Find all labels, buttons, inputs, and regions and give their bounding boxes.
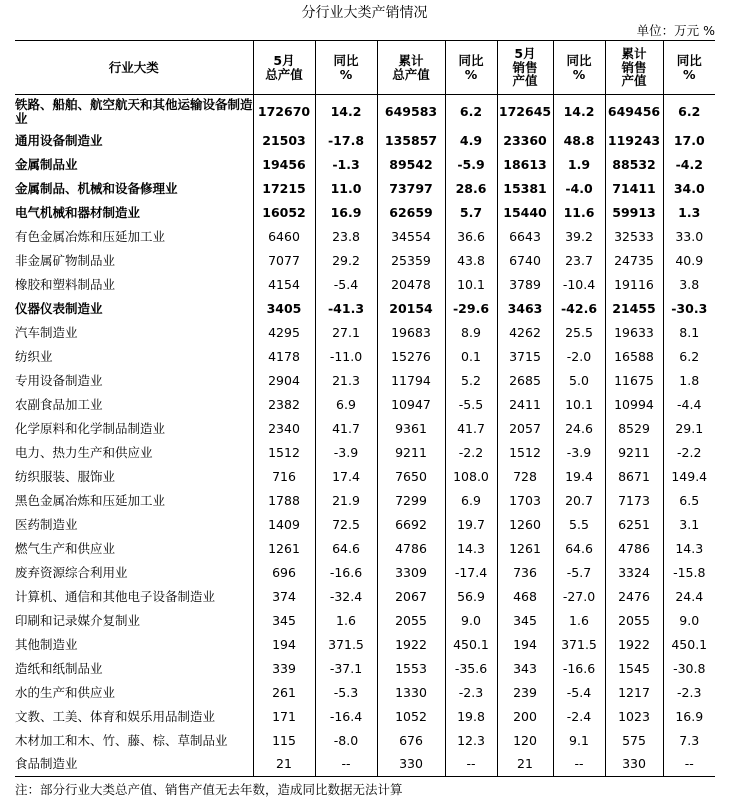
table-row [15,489,715,513]
industry-name: 医药制造业 [15,516,78,532]
value-cell: 6.2 [663,345,715,369]
value-cell: 194 [253,633,315,657]
value-cell: -- [315,753,377,777]
table-row [15,153,715,177]
value-cell: 1.3 [663,201,715,225]
value-cell: 9.0 [663,609,715,633]
value-cell: 1260 [497,513,553,537]
table-row [15,513,715,537]
value-cell: 10.1 [553,393,605,417]
industry-name: 黑色金属冶炼和压延加工业 [15,492,166,508]
value-cell: -8.0 [315,729,377,753]
value-cell: 23.8 [315,225,377,249]
value-cell: 33.0 [663,225,715,249]
value-cell: 6251 [605,513,663,537]
industry-table [15,40,715,777]
value-cell: 18613 [497,153,553,177]
value-cell: 120 [497,729,553,753]
value-cell: 6.2 [663,95,715,129]
value-cell: 9211 [377,441,445,465]
value-cell: 8671 [605,465,663,489]
value-cell: -2.2 [663,441,715,465]
value-cell: 2057 [497,417,553,441]
value-cell: 25359 [377,249,445,273]
value-cell: 135857 [377,129,445,153]
table-row [15,465,715,489]
value-cell: 34.0 [663,177,715,201]
value-cell: -2.4 [553,705,605,729]
value-cell: 7299 [377,489,445,513]
industry-name: 有色金属冶炼和压延加工业 [15,228,166,244]
value-cell: 21503 [253,129,315,153]
value-cell: 468 [497,585,553,609]
header-col-7: 累计 销售 产值 [605,41,663,95]
value-cell: 1261 [253,537,315,561]
value-cell: -5.9 [445,153,497,177]
value-cell: 5.7 [445,201,497,225]
value-cell: 330 [377,753,445,777]
header-col-2: 同比 % [315,41,377,95]
value-cell: 8529 [605,417,663,441]
value-cell: 371.5 [315,633,377,657]
value-cell: 6.9 [315,393,377,417]
value-cell: 1.6 [553,609,605,633]
value-cell: 41.7 [445,417,497,441]
value-cell: 71411 [605,177,663,201]
value-cell: -27.0 [553,585,605,609]
value-cell: 728 [497,465,553,489]
value-cell: 21455 [605,297,663,321]
value-cell: 6460 [253,225,315,249]
industry-name: 造纸和纸制品业 [15,660,103,676]
value-cell: 8.9 [445,321,497,345]
value-cell: 1703 [497,489,553,513]
value-cell: -16.6 [315,561,377,585]
value-cell: 11675 [605,369,663,393]
value-cell: 6.9 [445,489,497,513]
value-cell: 39.2 [553,225,605,249]
unit-label: 单位：万元 % [636,23,715,38]
value-cell: 5.5 [553,513,605,537]
value-cell: 34554 [377,225,445,249]
value-cell: -41.3 [315,297,377,321]
table-row [15,753,715,777]
value-cell: 2067 [377,585,445,609]
value-cell: 23360 [497,129,553,153]
value-cell: 16052 [253,201,315,225]
table-row [15,177,715,201]
table-row [15,129,715,153]
value-cell: 1.9 [553,153,605,177]
value-cell: -4.0 [553,177,605,201]
value-cell: 41.7 [315,417,377,441]
value-cell: 15276 [377,345,445,369]
table-row [15,345,715,369]
value-cell: -4.2 [663,153,715,177]
table-row [15,609,715,633]
value-cell: 17.0 [663,129,715,153]
value-cell: 3463 [497,297,553,321]
value-cell: -2.2 [445,441,497,465]
value-cell: 20478 [377,273,445,297]
table-row [15,273,715,297]
table-row [15,633,715,657]
table-row [15,537,715,561]
value-cell: 1217 [605,681,663,705]
value-cell: 3715 [497,345,553,369]
table-row [15,95,715,129]
industry-name: 通用设备制造业 [15,132,103,148]
value-cell: 28.6 [445,177,497,201]
value-cell: 716 [253,465,315,489]
value-cell: -4.4 [663,393,715,417]
value-cell: 3405 [253,297,315,321]
table-row [15,441,715,465]
value-cell: 24.4 [663,585,715,609]
value-cell: 1330 [377,681,445,705]
value-cell: 1512 [497,441,553,465]
value-cell: 9361 [377,417,445,441]
value-cell: 6.2 [445,95,497,129]
value-cell: 64.6 [315,537,377,561]
value-cell: 172645 [497,95,553,129]
value-cell: -3.9 [315,441,377,465]
value-cell: 56.9 [445,585,497,609]
value-cell: 73797 [377,177,445,201]
value-cell: 6692 [377,513,445,537]
value-cell: 115 [253,729,315,753]
value-cell: -10.4 [553,273,605,297]
industry-name: 铁路、船舶、航空航天和其他运输设备制造业 [15,96,253,126]
value-cell: 4295 [253,321,315,345]
value-cell: 27.1 [315,321,377,345]
value-cell: 15381 [497,177,553,201]
value-cell: 20154 [377,297,445,321]
value-cell: 21 [497,753,553,777]
value-cell: 15440 [497,201,553,225]
value-cell: 7650 [377,465,445,489]
industry-name: 专用设备制造业 [15,372,103,388]
value-cell: 2382 [253,393,315,417]
value-cell: 7173 [605,489,663,513]
value-cell: -2.3 [445,681,497,705]
value-cell: 1409 [253,513,315,537]
value-cell: 14.2 [315,95,377,129]
value-cell: 450.1 [663,633,715,657]
table-row [15,657,715,681]
industry-name: 燃气生产和供应业 [15,540,116,556]
value-cell: -30.3 [663,297,715,321]
header-industry: 行业大类 [15,41,253,95]
value-cell: 14.3 [445,537,497,561]
value-cell: 10.1 [445,273,497,297]
value-cell: 59913 [605,201,663,225]
table-row [15,321,715,345]
value-cell: 5.0 [553,369,605,393]
value-cell: 24735 [605,249,663,273]
value-cell: 21.3 [315,369,377,393]
industry-name: 非金属矿物制品业 [15,252,116,268]
value-cell: 10994 [605,393,663,417]
value-cell: 696 [253,561,315,585]
value-cell: 19456 [253,153,315,177]
value-cell: 1261 [497,537,553,561]
value-cell: 4262 [497,321,553,345]
value-cell: 9.0 [445,609,497,633]
value-cell: 1.8 [663,369,715,393]
value-cell: -5.5 [445,393,497,417]
value-cell: -17.8 [315,129,377,153]
value-cell: 4786 [377,537,445,561]
value-cell: 4786 [605,537,663,561]
value-cell: 19.4 [553,465,605,489]
table-row [15,729,715,753]
value-cell: 2055 [605,609,663,633]
value-cell: 11794 [377,369,445,393]
industry-name: 木材加工和木、竹、藤、棕、草制品业 [15,732,228,748]
value-cell: 4178 [253,345,315,369]
industry-name: 纺织服装、服饰业 [15,468,116,484]
value-cell: 16.9 [663,705,715,729]
table-row [15,297,715,321]
value-cell: -5.4 [553,681,605,705]
value-cell: -17.4 [445,561,497,585]
value-cell: -35.6 [445,657,497,681]
value-cell: 19683 [377,321,445,345]
table-row [15,369,715,393]
value-cell: 2411 [497,393,553,417]
value-cell: 43.8 [445,249,497,273]
value-cell: 194 [497,633,553,657]
value-cell: -- [445,753,497,777]
footnote: 注：部分行业大类总产值、销售产值无去年数，造成同比数据无法计算 [15,782,403,797]
value-cell: 17215 [253,177,315,201]
industry-name: 其他制造业 [15,636,78,652]
value-cell: 3.1 [663,513,715,537]
value-cell: 1052 [377,705,445,729]
value-cell: 649583 [377,95,445,129]
value-cell: 5.2 [445,369,497,393]
value-cell: 11.6 [553,201,605,225]
value-cell: 24.6 [553,417,605,441]
value-cell: 108.0 [445,465,497,489]
value-cell: 3789 [497,273,553,297]
table-row [15,225,715,249]
value-cell: 2340 [253,417,315,441]
value-cell: 261 [253,681,315,705]
industry-name: 废弃资源综合利用业 [15,564,128,580]
header-col-6: 同比 % [553,41,605,95]
value-cell: 2904 [253,369,315,393]
value-cell: -2.0 [553,345,605,369]
value-cell: 17.4 [315,465,377,489]
industry-name: 金属制品、机械和设备修理业 [15,180,178,196]
industry-name: 电力、热力生产和供应业 [15,444,153,460]
value-cell: 450.1 [445,633,497,657]
value-cell: 736 [497,561,553,585]
value-cell: 371.5 [553,633,605,657]
value-cell: 119243 [605,129,663,153]
value-cell: 14.3 [663,537,715,561]
industry-name: 仪器仪表制造业 [15,300,103,316]
value-cell: 200 [497,705,553,729]
industry-name: 纺织业 [15,348,53,364]
table-row [15,249,715,273]
value-cell: 6643 [497,225,553,249]
value-cell: 1023 [605,705,663,729]
value-cell: 1788 [253,489,315,513]
industry-name: 电气机械和器材制造业 [15,204,141,220]
value-cell: 11.0 [315,177,377,201]
value-cell: 676 [377,729,445,753]
value-cell: -16.4 [315,705,377,729]
industry-name: 印刷和记录媒介复制业 [15,612,141,628]
table-row [15,681,715,705]
industry-name: 食品制造业 [15,753,253,777]
industry-name: 金属制品业 [15,156,78,172]
table-row [15,393,715,417]
header-col-1: 5月 总产值 [253,41,315,95]
value-cell: 2055 [377,609,445,633]
value-cell: 64.6 [553,537,605,561]
value-cell: -5.7 [553,561,605,585]
value-cell: -16.6 [553,657,605,681]
value-cell: 72.5 [315,513,377,537]
table-row [15,705,715,729]
value-cell: 374 [253,585,315,609]
value-cell: -5.4 [315,273,377,297]
value-cell: 345 [497,609,553,633]
value-cell: 239 [497,681,553,705]
value-cell: 19.8 [445,705,497,729]
industry-name: 农副食品加工业 [15,396,103,412]
value-cell: 16588 [605,345,663,369]
value-cell: 345 [253,609,315,633]
value-cell: 40.9 [663,249,715,273]
table-row [15,201,715,225]
value-cell: 4154 [253,273,315,297]
table-row [15,585,715,609]
value-cell: 19116 [605,273,663,297]
value-cell: 36.6 [445,225,497,249]
value-cell: 20.7 [553,489,605,513]
value-cell: 21.9 [315,489,377,513]
value-cell: 339 [253,657,315,681]
value-cell: 19.7 [445,513,497,537]
table-row [15,561,715,585]
table-header-row [15,41,715,95]
value-cell: -11.0 [315,345,377,369]
value-cell: 2685 [497,369,553,393]
industry-name: 橡胶和塑料制品业 [15,276,116,292]
value-cell: -- [553,753,605,777]
value-cell: 3324 [605,561,663,585]
industry-name: 计算机、通信和其他电子设备制造业 [15,588,216,604]
value-cell: -5.3 [315,681,377,705]
value-cell: 171 [253,705,315,729]
value-cell: 7.3 [663,729,715,753]
value-cell: 16.9 [315,201,377,225]
value-cell: 9211 [605,441,663,465]
value-cell: 48.8 [553,129,605,153]
value-cell: 575 [605,729,663,753]
value-cell: 6740 [497,249,553,273]
value-cell: -32.4 [315,585,377,609]
header-col-4: 同比 % [445,41,497,95]
value-cell: 3309 [377,561,445,585]
value-cell: 32533 [605,225,663,249]
value-cell: 1512 [253,441,315,465]
industry-name: 化学原料和化学制品制造业 [15,420,166,436]
value-cell: -2.3 [663,681,715,705]
table-row [15,417,715,441]
value-cell: 29.1 [663,417,715,441]
value-cell: 1922 [377,633,445,657]
value-cell: 149.4 [663,465,715,489]
value-cell: 4.9 [445,129,497,153]
value-cell: 1.6 [315,609,377,633]
value-cell: -- [663,753,715,777]
header-col-3: 累计 总产值 [377,41,445,95]
value-cell: 29.2 [315,249,377,273]
value-cell: 1545 [605,657,663,681]
value-cell: 88532 [605,153,663,177]
value-cell: 8.1 [663,321,715,345]
value-cell: 6.5 [663,489,715,513]
value-cell: -3.9 [553,441,605,465]
value-cell: 10947 [377,393,445,417]
value-cell: 1922 [605,633,663,657]
value-cell: -29.6 [445,297,497,321]
value-cell: 25.5 [553,321,605,345]
value-cell: -37.1 [315,657,377,681]
value-cell: 2476 [605,585,663,609]
value-cell: 12.3 [445,729,497,753]
value-cell: 330 [605,753,663,777]
value-cell: -15.8 [663,561,715,585]
value-cell: 3.8 [663,273,715,297]
value-cell: 1553 [377,657,445,681]
header-col-5: 5月 销售 产值 [497,41,553,95]
value-cell: 649456 [605,95,663,129]
value-cell: -42.6 [553,297,605,321]
value-cell: 62659 [377,201,445,225]
value-cell: 14.2 [553,95,605,129]
value-cell: 343 [497,657,553,681]
industry-name: 文教、工美、体育和娱乐用品制造业 [15,708,216,724]
value-cell: 23.7 [553,249,605,273]
industry-name: 水的生产和供应业 [15,684,116,700]
industry-name: 汽车制造业 [15,324,78,340]
value-cell: 19633 [605,321,663,345]
value-cell: -1.3 [315,153,377,177]
value-cell: 9.1 [553,729,605,753]
value-cell: 21 [253,753,315,777]
page-title: 分行业大类产销情况 [301,5,428,21]
value-cell: 172670 [253,95,315,129]
header-col-8: 同比 % [663,41,715,95]
value-cell: 89542 [377,153,445,177]
value-cell: 7077 [253,249,315,273]
value-cell: 0.1 [445,345,497,369]
value-cell: -30.8 [663,657,715,681]
